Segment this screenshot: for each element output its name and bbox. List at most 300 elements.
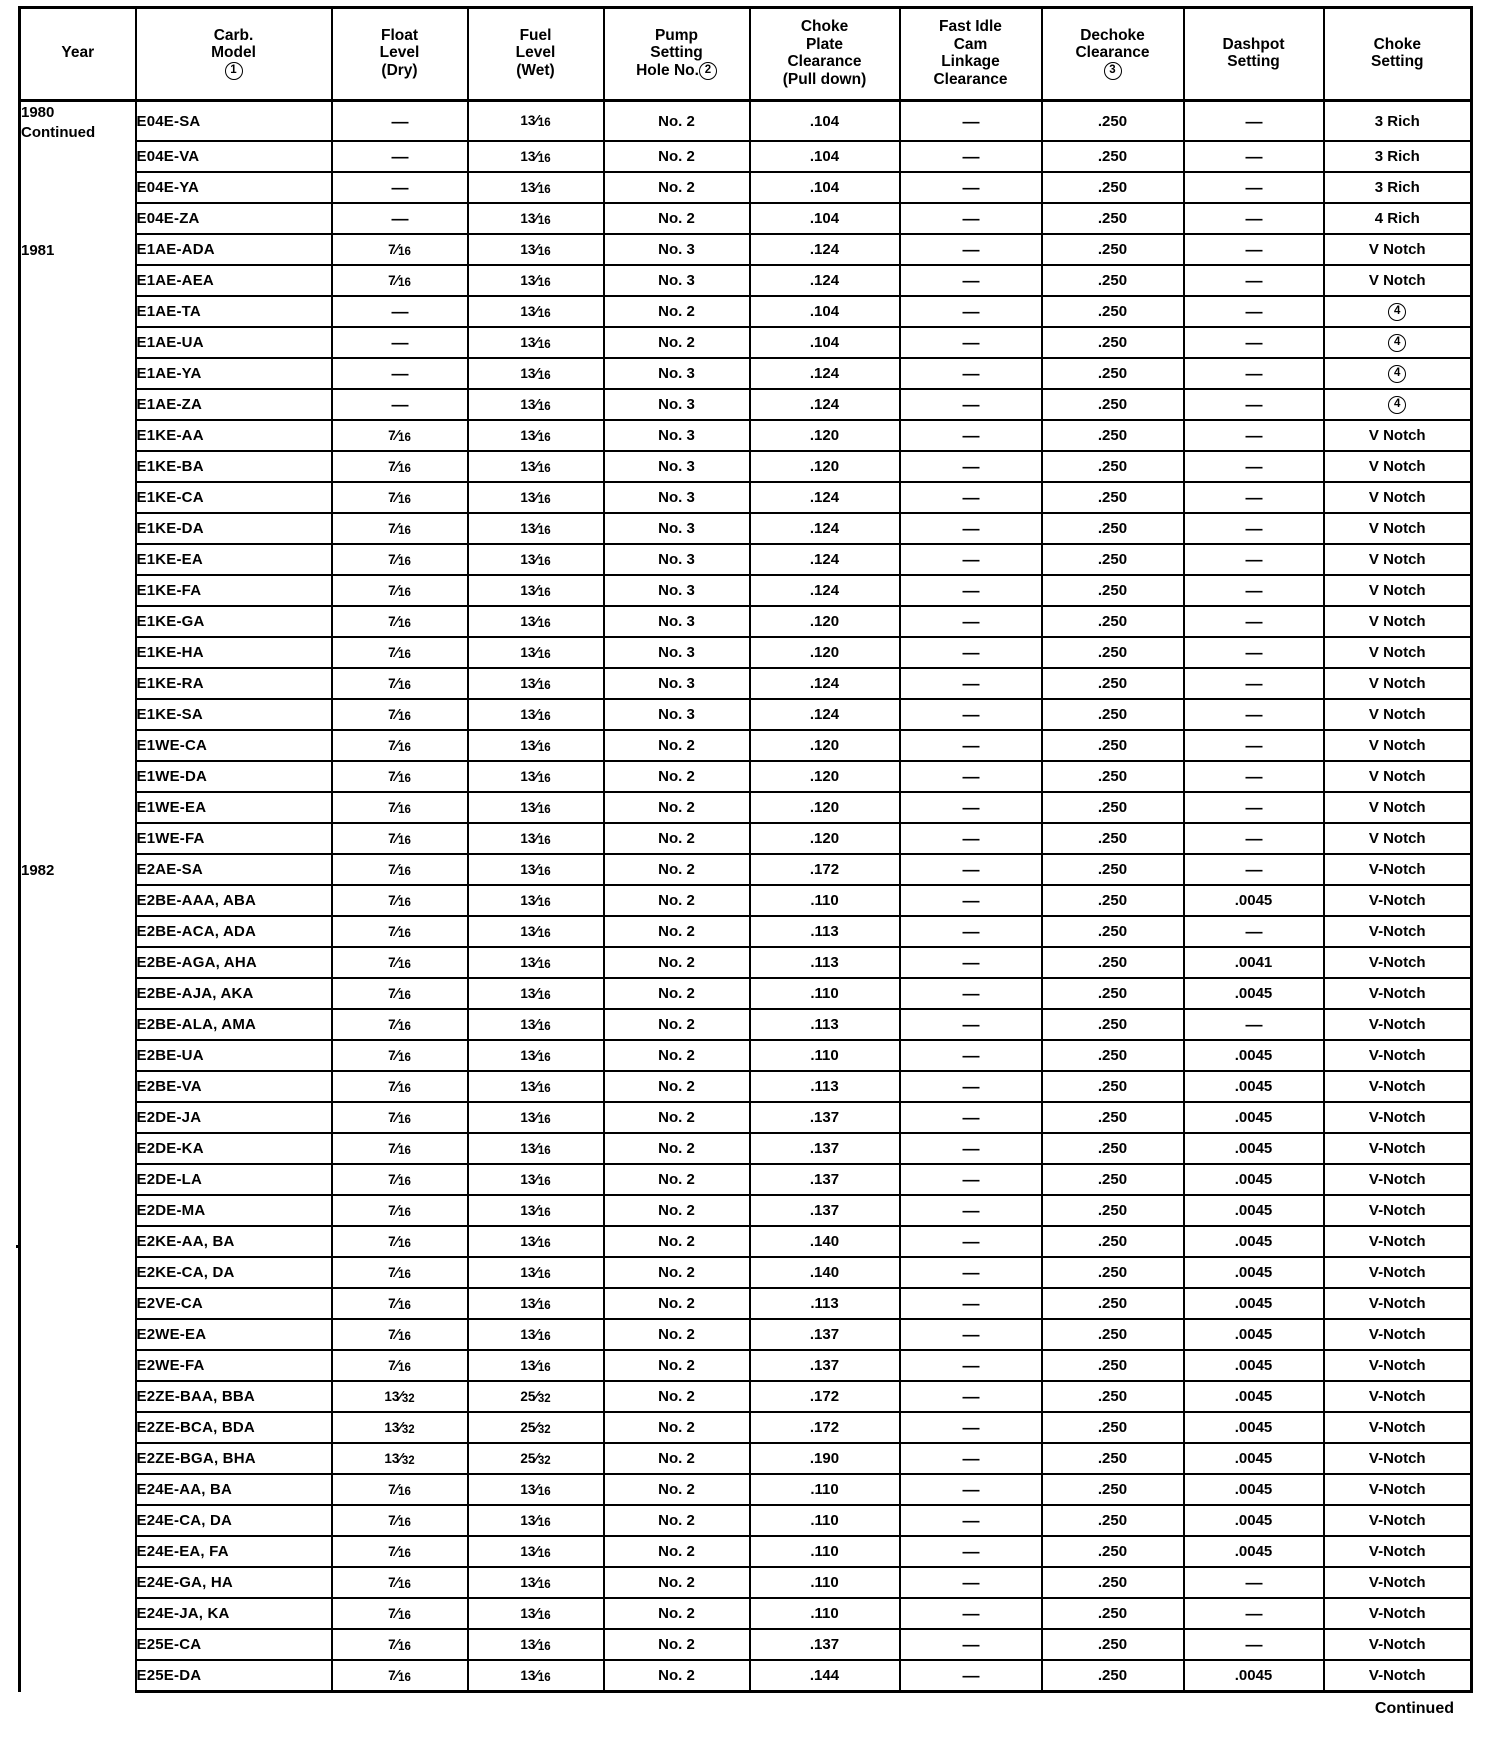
year-cell-empty — [20, 1226, 136, 1257]
column-header-fuel-level: Fuel Level (Wet) — [468, 8, 604, 101]
carb-model-cell: E2DE-MA — [136, 1195, 332, 1226]
choke-plate-clearance-cell: .140 — [750, 1226, 900, 1257]
choke-plate-clearance-cell: .137 — [750, 1629, 900, 1660]
choke-setting-cell: V-Notch — [1324, 1505, 1472, 1536]
table-row — [20, 1009, 1472, 1040]
choke-setting-cell: V Notch — [1324, 234, 1472, 265]
choke-setting-cell: V Notch — [1324, 513, 1472, 544]
dechoke-clearance-cell: .250 — [1042, 1505, 1184, 1536]
year-cell-empty — [20, 1474, 136, 1505]
float-level-cell: 7⁄16 — [332, 792, 468, 823]
carb-model-cell: E25E-CA — [136, 1629, 332, 1660]
fuel-level-cell: 13⁄16 — [468, 947, 604, 978]
choke-plate-clearance-cell: .120 — [750, 606, 900, 637]
pump-setting-cell: No. 2 — [604, 1040, 750, 1071]
carb-model-cell: E2ZE-BAA, BBA — [136, 1381, 332, 1412]
table-row — [20, 513, 1472, 544]
carb-model-cell: E2DE-JA — [136, 1102, 332, 1133]
pump-setting-cell: No. 2 — [604, 1567, 750, 1598]
choke-setting-cell: 4 — [1324, 296, 1472, 327]
dechoke-clearance-cell: .250 — [1042, 1009, 1184, 1040]
float-level-cell: 7⁄16 — [332, 1474, 468, 1505]
dashpot-setting-cell: — — [1184, 761, 1324, 792]
choke-setting-cell: V Notch — [1324, 606, 1472, 637]
choke-plate-clearance-cell: .104 — [750, 172, 900, 203]
choke-setting-cell: 4 — [1324, 327, 1472, 358]
footnote-marker-1: 1 — [225, 62, 243, 80]
pump-setting-cell: No. 2 — [604, 1226, 750, 1257]
float-level-cell: 7⁄16 — [332, 1040, 468, 1071]
year-cell-empty — [20, 1350, 136, 1381]
dechoke-clearance-cell: .250 — [1042, 296, 1184, 327]
pump-setting-cell: No. 2 — [604, 1505, 750, 1536]
fuel-level-cell: 13⁄16 — [468, 1195, 604, 1226]
dashpot-setting-cell: .0045 — [1184, 885, 1324, 916]
table-row — [20, 606, 1472, 637]
table-row — [20, 420, 1472, 451]
pump-setting-cell: No. 2 — [604, 1660, 750, 1692]
dashpot-setting-cell: — — [1184, 823, 1324, 854]
year-cell-empty — [20, 482, 136, 513]
choke-setting-cell: V-Notch — [1324, 854, 1472, 885]
pump-setting-cell: No. 3 — [604, 699, 750, 730]
dashpot-setting-cell: — — [1184, 141, 1324, 172]
fuel-level-cell: 13⁄16 — [468, 1288, 604, 1319]
float-level-cell: 7⁄16 — [332, 699, 468, 730]
fuel-level-cell: 13⁄16 — [468, 1319, 604, 1350]
year-cell-empty — [20, 1133, 136, 1164]
pump-setting-cell: No. 2 — [604, 1319, 750, 1350]
dechoke-clearance-cell: .250 — [1042, 234, 1184, 265]
dechoke-clearance-cell: .250 — [1042, 947, 1184, 978]
choke-plate-clearance-cell: .104 — [750, 203, 900, 234]
choke-plate-clearance-cell: .110 — [750, 1474, 900, 1505]
float-level-cell: 7⁄16 — [332, 575, 468, 606]
dechoke-clearance-cell: .250 — [1042, 1629, 1184, 1660]
fuel-level-cell: 25⁄32 — [468, 1381, 604, 1412]
fast-idle-cam-clearance-cell: — — [900, 101, 1042, 142]
fuel-level-cell: 13⁄16 — [468, 885, 604, 916]
dashpot-setting-cell: — — [1184, 513, 1324, 544]
float-level-cell: — — [332, 296, 468, 327]
fuel-level-cell: 13⁄16 — [468, 668, 604, 699]
dechoke-clearance-cell: .250 — [1042, 358, 1184, 389]
float-level-cell: 13⁄32 — [332, 1412, 468, 1443]
column-header-float-level: Float Level (Dry) — [332, 8, 468, 101]
fuel-level-cell: 13⁄16 — [468, 513, 604, 544]
carb-model-cell: E1KE-GA — [136, 606, 332, 637]
fuel-level-cell: 13⁄16 — [468, 296, 604, 327]
choke-plate-clearance-cell: .137 — [750, 1350, 900, 1381]
dechoke-clearance-cell: .250 — [1042, 637, 1184, 668]
fuel-level-cell: 13⁄16 — [468, 358, 604, 389]
choke-setting-cell: V-Notch — [1324, 1567, 1472, 1598]
dashpot-setting-cell: — — [1184, 575, 1324, 606]
carb-model-cell: E2BE-AJA, AKA — [136, 978, 332, 1009]
fast-idle-cam-clearance-cell: — — [900, 1164, 1042, 1195]
choke-setting-cell: V-Notch — [1324, 1195, 1472, 1226]
pump-setting-cell: No. 2 — [604, 885, 750, 916]
choke-plate-clearance-cell: .104 — [750, 327, 900, 358]
fast-idle-cam-clearance-cell: — — [900, 854, 1042, 885]
column-header-dechoke-clearance: Dechoke Clearance 3 — [1042, 8, 1184, 101]
fuel-level-cell: 13⁄16 — [468, 451, 604, 482]
fast-idle-cam-clearance-cell: — — [900, 1350, 1042, 1381]
pump-setting-cell: No. 2 — [604, 1102, 750, 1133]
fast-idle-cam-clearance-cell: — — [900, 1195, 1042, 1226]
dashpot-setting-cell: — — [1184, 544, 1324, 575]
pump-setting-cell: No. 2 — [604, 854, 750, 885]
float-level-cell: 7⁄16 — [332, 265, 468, 296]
year-cell-empty — [20, 916, 136, 947]
fast-idle-cam-clearance-cell: — — [900, 420, 1042, 451]
carb-model-cell: E2AE-SA — [136, 854, 332, 885]
carb-model-cell: E2DE-LA — [136, 1164, 332, 1195]
table-body — [20, 101, 1472, 1692]
fuel-level-cell: 13⁄16 — [468, 1102, 604, 1133]
dechoke-clearance-cell: .250 — [1042, 823, 1184, 854]
dechoke-clearance-cell: .250 — [1042, 854, 1184, 885]
fuel-level-cell: 13⁄16 — [468, 854, 604, 885]
dashpot-setting-cell: — — [1184, 265, 1324, 296]
choke-setting-cell: V Notch — [1324, 482, 1472, 513]
pump-setting-cell: No. 2 — [604, 1195, 750, 1226]
carb-model-cell: E2ZE-BGA, BHA — [136, 1443, 332, 1474]
pump-setting-cell: No. 3 — [604, 544, 750, 575]
table-row — [20, 1567, 1472, 1598]
table-row — [20, 296, 1472, 327]
year-cell-empty — [20, 792, 136, 823]
choke-plate-clearance-cell: .124 — [750, 544, 900, 575]
choke-plate-clearance-cell: .110 — [750, 978, 900, 1009]
table-row — [20, 854, 1472, 885]
choke-plate-clearance-cell: .113 — [750, 1009, 900, 1040]
column-header-fast-idle-cam-linkage-clearance: Fast Idle Cam Linkage Clearance — [900, 8, 1042, 101]
fast-idle-cam-clearance-cell: — — [900, 637, 1042, 668]
year-cell-empty — [20, 1257, 136, 1288]
choke-plate-clearance-cell: .113 — [750, 1071, 900, 1102]
pump-setting-cell: No. 2 — [604, 1598, 750, 1629]
choke-plate-clearance-cell: .110 — [750, 1505, 900, 1536]
year-cell-empty — [20, 978, 136, 1009]
float-level-cell: 7⁄16 — [332, 854, 468, 885]
dashpot-setting-cell: — — [1184, 420, 1324, 451]
table-row — [20, 1598, 1472, 1629]
header-row — [20, 8, 1472, 101]
choke-setting-cell: V-Notch — [1324, 1164, 1472, 1195]
table-row — [20, 1071, 1472, 1102]
table-row — [20, 885, 1472, 916]
dechoke-clearance-cell: .250 — [1042, 1660, 1184, 1692]
choke-plate-clearance-cell: .113 — [750, 1288, 900, 1319]
fast-idle-cam-clearance-cell: — — [900, 389, 1042, 420]
choke-plate-clearance-cell: .172 — [750, 1412, 900, 1443]
carb-model-cell: E1KE-AA — [136, 420, 332, 451]
choke-setting-cell: V-Notch — [1324, 1629, 1472, 1660]
fast-idle-cam-clearance-cell: — — [900, 327, 1042, 358]
choke-plate-clearance-cell: .144 — [750, 1660, 900, 1692]
fuel-level-cell: 13⁄16 — [468, 575, 604, 606]
pump-setting-cell: No. 2 — [604, 730, 750, 761]
choke-plate-clearance-cell: .124 — [750, 389, 900, 420]
year-cell-empty — [20, 203, 136, 234]
choke-plate-clearance-cell: .104 — [750, 101, 900, 142]
fuel-level-cell: 13⁄16 — [468, 823, 604, 854]
fast-idle-cam-clearance-cell: — — [900, 947, 1042, 978]
fast-idle-cam-clearance-cell: — — [900, 730, 1042, 761]
year-cell-empty — [20, 1443, 136, 1474]
float-level-cell: 7⁄16 — [332, 1257, 468, 1288]
dechoke-clearance-cell: .250 — [1042, 1350, 1184, 1381]
table-row — [20, 101, 1472, 142]
carb-model-cell: E1AE-ADA — [136, 234, 332, 265]
choke-setting-cell: 3 Rich — [1324, 172, 1472, 203]
dashpot-setting-cell: .0045 — [1184, 1257, 1324, 1288]
fast-idle-cam-clearance-cell: — — [900, 1133, 1042, 1164]
dechoke-clearance-cell: .250 — [1042, 792, 1184, 823]
float-level-cell: 7⁄16 — [332, 1195, 468, 1226]
carb-model-cell: E2BE-AAA, ABA — [136, 885, 332, 916]
carb-model-cell: E04E-ZA — [136, 203, 332, 234]
dechoke-clearance-cell: .250 — [1042, 389, 1184, 420]
dashpot-setting-cell: — — [1184, 916, 1324, 947]
carb-model-cell: E2BE-VA — [136, 1071, 332, 1102]
fuel-level-cell: 13⁄16 — [468, 1536, 604, 1567]
fast-idle-cam-clearance-cell: — — [900, 1536, 1042, 1567]
year-cell-empty — [20, 668, 136, 699]
fuel-level-cell: 13⁄16 — [468, 730, 604, 761]
fast-idle-cam-clearance-cell: — — [900, 265, 1042, 296]
pump-setting-cell: No. 2 — [604, 101, 750, 142]
year-cell-empty — [20, 699, 136, 730]
float-level-cell: 7⁄16 — [332, 637, 468, 668]
carb-model-cell: E2BE-UA — [136, 1040, 332, 1071]
fuel-level-cell: 13⁄16 — [468, 1164, 604, 1195]
float-level-cell: — — [332, 141, 468, 172]
float-level-cell: 7⁄16 — [332, 234, 468, 265]
dechoke-clearance-cell: .250 — [1042, 420, 1184, 451]
choke-setting-cell: 3 Rich — [1324, 101, 1472, 142]
year-cell-empty — [20, 606, 136, 637]
fast-idle-cam-clearance-cell: — — [900, 575, 1042, 606]
pump-setting-cell: No. 2 — [604, 1381, 750, 1412]
fuel-level-cell: 13⁄16 — [468, 699, 604, 730]
carb-model-cell: E2DE-KA — [136, 1133, 332, 1164]
choke-setting-cell: V-Notch — [1324, 947, 1472, 978]
dashpot-setting-cell: — — [1184, 234, 1324, 265]
dashpot-setting-cell: .0045 — [1184, 1164, 1324, 1195]
dashpot-setting-cell: .0045 — [1184, 978, 1324, 1009]
carb-model-cell: E1WE-CA — [136, 730, 332, 761]
fast-idle-cam-clearance-cell: — — [900, 296, 1042, 327]
fuel-level-cell: 13⁄16 — [468, 637, 604, 668]
carb-model-cell: E1AE-AEA — [136, 265, 332, 296]
float-level-cell: 7⁄16 — [332, 1133, 468, 1164]
table-row — [20, 1412, 1472, 1443]
carb-model-cell: E04E-VA — [136, 141, 332, 172]
float-level-cell: 13⁄32 — [332, 1443, 468, 1474]
choke-plate-clearance-cell: .172 — [750, 854, 900, 885]
dechoke-clearance-cell: .250 — [1042, 203, 1184, 234]
float-level-cell: 7⁄16 — [332, 513, 468, 544]
fast-idle-cam-clearance-cell: — — [900, 1040, 1042, 1071]
dechoke-clearance-cell: .250 — [1042, 172, 1184, 203]
choke-setting-cell: V Notch — [1324, 544, 1472, 575]
pump-setting-cell: No. 2 — [604, 761, 750, 792]
dechoke-clearance-cell: .250 — [1042, 1319, 1184, 1350]
year-cell-empty — [20, 1381, 136, 1412]
continued-footer: Continued — [1374, 1700, 1454, 1718]
fuel-level-cell: 13⁄16 — [468, 1040, 604, 1071]
carb-model-cell: E04E-SA — [136, 101, 332, 142]
fuel-level-cell: 13⁄16 — [468, 141, 604, 172]
pump-setting-cell: No. 2 — [604, 792, 750, 823]
choke-setting-cell: V-Notch — [1324, 1381, 1472, 1412]
dashpot-setting-cell: — — [1184, 1598, 1324, 1629]
choke-setting-cell: 4 — [1324, 358, 1472, 389]
fast-idle-cam-clearance-cell: — — [900, 141, 1042, 172]
dechoke-clearance-cell: .250 — [1042, 1567, 1184, 1598]
table-row — [20, 1133, 1472, 1164]
carb-model-cell: E2BE-AGA, AHA — [136, 947, 332, 978]
carb-model-cell: E1WE-DA — [136, 761, 332, 792]
dashpot-setting-cell: — — [1184, 668, 1324, 699]
choke-plate-clearance-cell: .124 — [750, 234, 900, 265]
float-level-cell: — — [332, 389, 468, 420]
dashpot-setting-cell: — — [1184, 172, 1324, 203]
fast-idle-cam-clearance-cell: — — [900, 203, 1042, 234]
choke-plate-clearance-cell: .110 — [750, 1536, 900, 1567]
year-cell: 1981 — [20, 234, 136, 265]
choke-setting-cell: V Notch — [1324, 792, 1472, 823]
year-cell-empty — [20, 947, 136, 978]
carb-model-cell: E1WE-EA — [136, 792, 332, 823]
float-level-cell: 7⁄16 — [332, 947, 468, 978]
float-level-cell: 7⁄16 — [332, 1350, 468, 1381]
fast-idle-cam-clearance-cell: — — [900, 1102, 1042, 1133]
choke-setting-cell: V-Notch — [1324, 1474, 1472, 1505]
float-level-cell: 7⁄16 — [332, 823, 468, 854]
float-level-cell: 7⁄16 — [332, 1536, 468, 1567]
dechoke-clearance-cell: .250 — [1042, 327, 1184, 358]
dashpot-setting-cell: — — [1184, 482, 1324, 513]
fast-idle-cam-clearance-cell: — — [900, 1288, 1042, 1319]
dechoke-clearance-cell: .250 — [1042, 1474, 1184, 1505]
choke-setting-cell: V Notch — [1324, 575, 1472, 606]
carb-model-cell: E2BE-ACA, ADA — [136, 916, 332, 947]
year-cell-empty — [20, 1288, 136, 1319]
carb-model-cell: E24E-EA, FA — [136, 1536, 332, 1567]
float-level-cell: 7⁄16 — [332, 544, 468, 575]
year-cell-empty — [20, 1040, 136, 1071]
choke-plate-clearance-cell: .124 — [750, 265, 900, 296]
dashpot-setting-cell: — — [1184, 389, 1324, 420]
dechoke-clearance-cell: .250 — [1042, 1257, 1184, 1288]
choke-plate-clearance-cell: .104 — [750, 296, 900, 327]
float-level-cell: — — [332, 172, 468, 203]
year-cell-empty — [20, 1660, 136, 1692]
fast-idle-cam-clearance-cell: — — [900, 916, 1042, 947]
dashpot-setting-cell: .0045 — [1184, 1381, 1324, 1412]
dechoke-clearance-cell: .250 — [1042, 101, 1184, 142]
footnote-marker-2: 2 — [699, 62, 717, 80]
choke-setting-cell: V Notch — [1324, 730, 1472, 761]
dechoke-clearance-cell: .250 — [1042, 575, 1184, 606]
year-cell-empty — [20, 637, 136, 668]
fast-idle-cam-clearance-cell: — — [900, 1071, 1042, 1102]
carb-model-cell: E1KE-FA — [136, 575, 332, 606]
dashpot-setting-cell: — — [1184, 730, 1324, 761]
float-level-cell: 7⁄16 — [332, 761, 468, 792]
year-cell-empty — [20, 1536, 136, 1567]
dashpot-setting-cell: .0045 — [1184, 1443, 1324, 1474]
carb-model-cell: E04E-YA — [136, 172, 332, 203]
float-level-cell: 7⁄16 — [332, 1567, 468, 1598]
fuel-level-cell: 13⁄16 — [468, 1350, 604, 1381]
fast-idle-cam-clearance-cell: — — [900, 1660, 1042, 1692]
pump-setting-cell: No. 2 — [604, 1536, 750, 1567]
float-level-cell: — — [332, 101, 468, 142]
choke-plate-clearance-cell: .104 — [750, 141, 900, 172]
dechoke-clearance-cell: .250 — [1042, 1164, 1184, 1195]
carb-model-cell: E2VE-CA — [136, 1288, 332, 1319]
pump-setting-cell: No. 2 — [604, 1443, 750, 1474]
dashpot-setting-cell: — — [1184, 1567, 1324, 1598]
table-row — [20, 575, 1472, 606]
carb-model-cell: E1KE-RA — [136, 668, 332, 699]
float-level-cell: 7⁄16 — [332, 668, 468, 699]
fast-idle-cam-clearance-cell: — — [900, 513, 1042, 544]
choke-setting-cell: V-Notch — [1324, 916, 1472, 947]
choke-plate-clearance-cell: .113 — [750, 947, 900, 978]
pump-setting-cell: No. 2 — [604, 1288, 750, 1319]
dechoke-clearance-cell: .250 — [1042, 1288, 1184, 1319]
carb-model-cell: E2KE-CA, DA — [136, 1257, 332, 1288]
fast-idle-cam-clearance-cell: — — [900, 451, 1042, 482]
table-row — [20, 1164, 1472, 1195]
fast-idle-cam-clearance-cell: — — [900, 606, 1042, 637]
year-cell-empty — [20, 172, 136, 203]
choke-plate-clearance-cell: .110 — [750, 1567, 900, 1598]
carb-model-cell: E1AE-ZA — [136, 389, 332, 420]
table-row — [20, 730, 1472, 761]
dashpot-setting-cell: — — [1184, 606, 1324, 637]
table-row — [20, 978, 1472, 1009]
choke-plate-clearance-cell: .124 — [750, 575, 900, 606]
pump-setting-cell: No. 2 — [604, 1350, 750, 1381]
pump-setting-cell: No. 2 — [604, 1164, 750, 1195]
choke-plate-clearance-cell: .120 — [750, 761, 900, 792]
table-row — [20, 1536, 1472, 1567]
carb-model-cell: E2KE-AA, BA — [136, 1226, 332, 1257]
pump-setting-cell: No. 3 — [604, 575, 750, 606]
choke-setting-cell: 4 — [1324, 389, 1472, 420]
pump-setting-cell: No. 3 — [604, 637, 750, 668]
year-cell-empty — [20, 141, 136, 172]
pump-setting-cell: No. 2 — [604, 327, 750, 358]
year-cell-empty — [20, 1071, 136, 1102]
choke-setting-cell: V-Notch — [1324, 1598, 1472, 1629]
table-header — [20, 8, 1472, 101]
choke-plate-clearance-cell: .120 — [750, 730, 900, 761]
table-row — [20, 265, 1472, 296]
fuel-level-cell: 13⁄16 — [468, 916, 604, 947]
fast-idle-cam-clearance-cell: — — [900, 792, 1042, 823]
fuel-level-cell: 13⁄16 — [468, 203, 604, 234]
table-row — [20, 761, 1472, 792]
dashpot-setting-cell: — — [1184, 1009, 1324, 1040]
float-level-cell: 7⁄16 — [332, 978, 468, 1009]
